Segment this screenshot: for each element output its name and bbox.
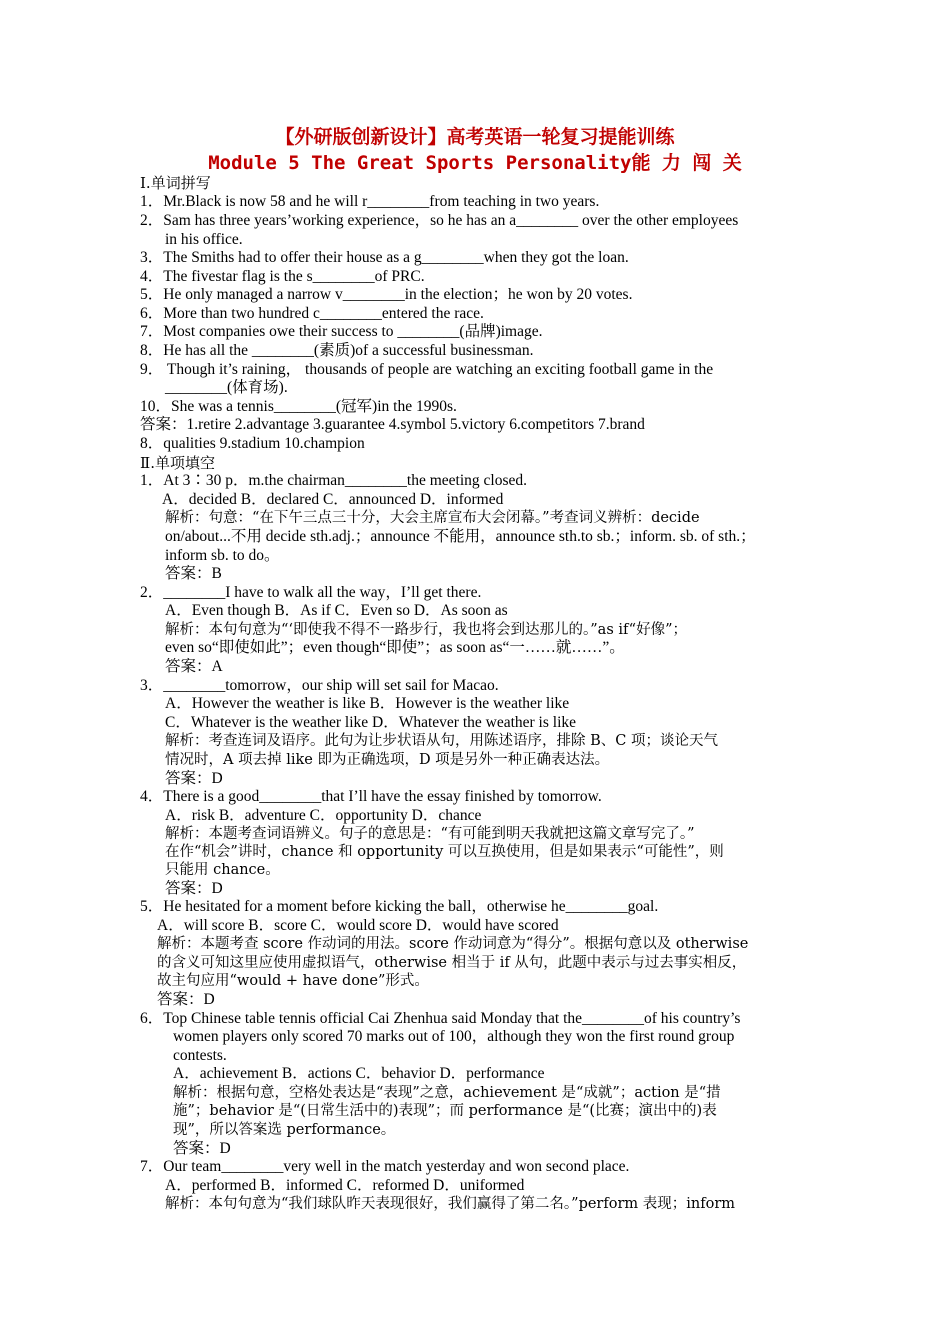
document-title: 【外研版创新设计】高考英语一轮复习提能训练 <box>275 126 675 148</box>
spelling-item: ________(体育场). <box>165 379 288 396</box>
question-stem: 6．Top Chinese table tennis official Cai Zhenhua said Monday that the________of his country’s <box>140 1010 741 1027</box>
question-options: A．performed B．informed C．reformed D．uniformed <box>165 1177 525 1194</box>
section2-heading: Ⅱ.单项填空 <box>140 454 215 472</box>
explanation-line: inform sb. to do。 <box>165 547 280 564</box>
explanation-line: 在作“机会”讲时，chance 和 opportunity 可以互换使用，但是如果表示“可能性”，则 <box>165 844 724 860</box>
explanation-line: 解析：根据句意，空格处表达是“表现”之意，achievement 是“成就”；action 是“措 <box>173 1085 721 1101</box>
spelling-item: 3．The Smiths had to offer their house as a g________when they got the loan. <box>140 249 629 266</box>
answer-line: 答案：D <box>165 880 223 897</box>
spelling-item: 5．He only managed a narrow v________in the election；he won by 20 votes. <box>140 286 633 303</box>
spelling-item: 10．She was a tennis________(冠军)in the 1990s. <box>140 398 457 415</box>
answer-line: 答案：B <box>165 565 222 582</box>
explanation-line: 解析：考查连词及语序。此句为让步状语从句，用陈述语序，排除 B、C 项；谈论天气 <box>165 733 718 749</box>
explanation-line: 只能用 chance。 <box>165 862 280 878</box>
answer-key: 8．qualities 9.stadium 10.champion <box>140 435 365 452</box>
answer-key: 答案：1.retire 2.advantage 3.guarantee 4.symbol 5.victory 6.competitors 7.brand <box>140 416 645 433</box>
document-subtitle: Module 5 The Great Sports Personality能 力 闯 关 <box>208 152 742 174</box>
spelling-item: 9． Though it’s raining， thousands of people are watching an exciting football game in the <box>140 361 714 378</box>
explanation-line: 解析：句意：“在下午三点三十分，大会主席宣布大会闭幕。”考查词义辨析：decide <box>165 510 700 526</box>
answer-line: 答案：D <box>165 770 223 787</box>
explanation-line: 现”，所以答案选 performance。 <box>173 1122 396 1138</box>
explanation-line: 解析：本句句意为“‘即使我不得不一路步行，我也将会到达那儿的。”as if“好像”； <box>165 622 687 638</box>
answer-line: 答案：D <box>157 991 215 1008</box>
question-options: A．achievement B．actions C．behavior D．performance <box>173 1065 545 1082</box>
explanation-line: on/about...不用 decide sth.adj.；announce 不能用，announce sth.to sb.；inform. sb. of sth.； <box>165 528 756 545</box>
explanation-line: 解析：本题考查词语辨义。句子的意思是：“有可能到明天我就把这篇文章写完了。” <box>165 826 695 842</box>
question-stem: 1．At 3∶30 p．m.the chairman________the meeting closed. <box>140 472 527 489</box>
spelling-item: 6．More than two hundred c________entered the race. <box>140 305 484 322</box>
spelling-item: in his office. <box>165 231 243 248</box>
spelling-item: 8．He has all the ________(素质)of a successful businessman. <box>140 342 534 359</box>
explanation-line: 解析：本题考查 score 作动词的用法。score 作动词意为“得分”。根据句意以及 otherwise <box>157 936 749 952</box>
spelling-item: 7．Most companies owe their success to ________(品牌)image. <box>140 323 543 340</box>
explanation-line: 故主句应用“would + have done”形式。 <box>157 973 429 989</box>
answer-line: 答案：D <box>173 1140 231 1157</box>
question-stem: contests. <box>173 1047 227 1064</box>
explanation-line: 的含义可知这里应使用虚拟语气，otherwise 相当于 if 从句，此题中表示与过去事实相反， <box>157 955 747 971</box>
question-options: A．will score B．score C．would score D．would have scored <box>157 917 559 934</box>
question-options: A．Even though B．As if C．Even so D．As soon as <box>165 602 508 619</box>
question-stem: 4．There is a good________that I’ll have the essay finished by tomorrow. <box>140 788 602 805</box>
spelling-item: 4．The fivestar flag is the s________of PRC. <box>140 268 425 285</box>
question-stem: 5．He hesitated for a moment before kicking the ball，otherwise he________goal. <box>140 898 659 915</box>
question-options: A．decided B．declared C．announced D．informed <box>162 491 504 508</box>
question-options: A．However the weather is like B．However is the weather like <box>165 695 570 712</box>
question-stem: 2．________I have to walk all the way，I’ll get there. <box>140 584 482 601</box>
answer-line: 答案：A <box>165 658 223 675</box>
question-stem: women players only scored 70 marks out of 100，although they won the first round group <box>173 1028 735 1045</box>
question-stem: 3．________tomorrow，our ship will set sail for Macao. <box>140 677 499 694</box>
explanation-line: even so“即使如此”；even though“即使”；as soon as“一……就……”。 <box>165 639 625 656</box>
section1-heading: Ⅰ.单词拼写 <box>140 174 211 192</box>
spelling-item: 2．Sam has three years’working experience，so he has an a________ over the other employees <box>140 212 739 229</box>
question-stem: 7．Our team________very well in the match yesterday and won second place. <box>140 1158 630 1175</box>
question-options: C．Whatever is the weather like D．Whatever the weather is like <box>165 714 577 731</box>
explanation-line: 施”；behavior 是“(日常生活中的)表现”；而 performance 是“(比赛；演出中的)表 <box>173 1103 717 1119</box>
question-options: A．risk B．adventure C．opportunity D．chance <box>165 807 482 824</box>
spelling-item: 1．Mr.Black is now 58 and he will r________from teaching in two years. <box>140 193 600 210</box>
explanation-line: 情况时，A 项去掉 like 即为正确选项，D 项是另外一种正确表达法。 <box>165 752 610 768</box>
explanation-line: 解析：本句句意为“我们球队昨天表现很好，我们赢得了第二名。”perform 表现；inform <box>165 1196 736 1212</box>
